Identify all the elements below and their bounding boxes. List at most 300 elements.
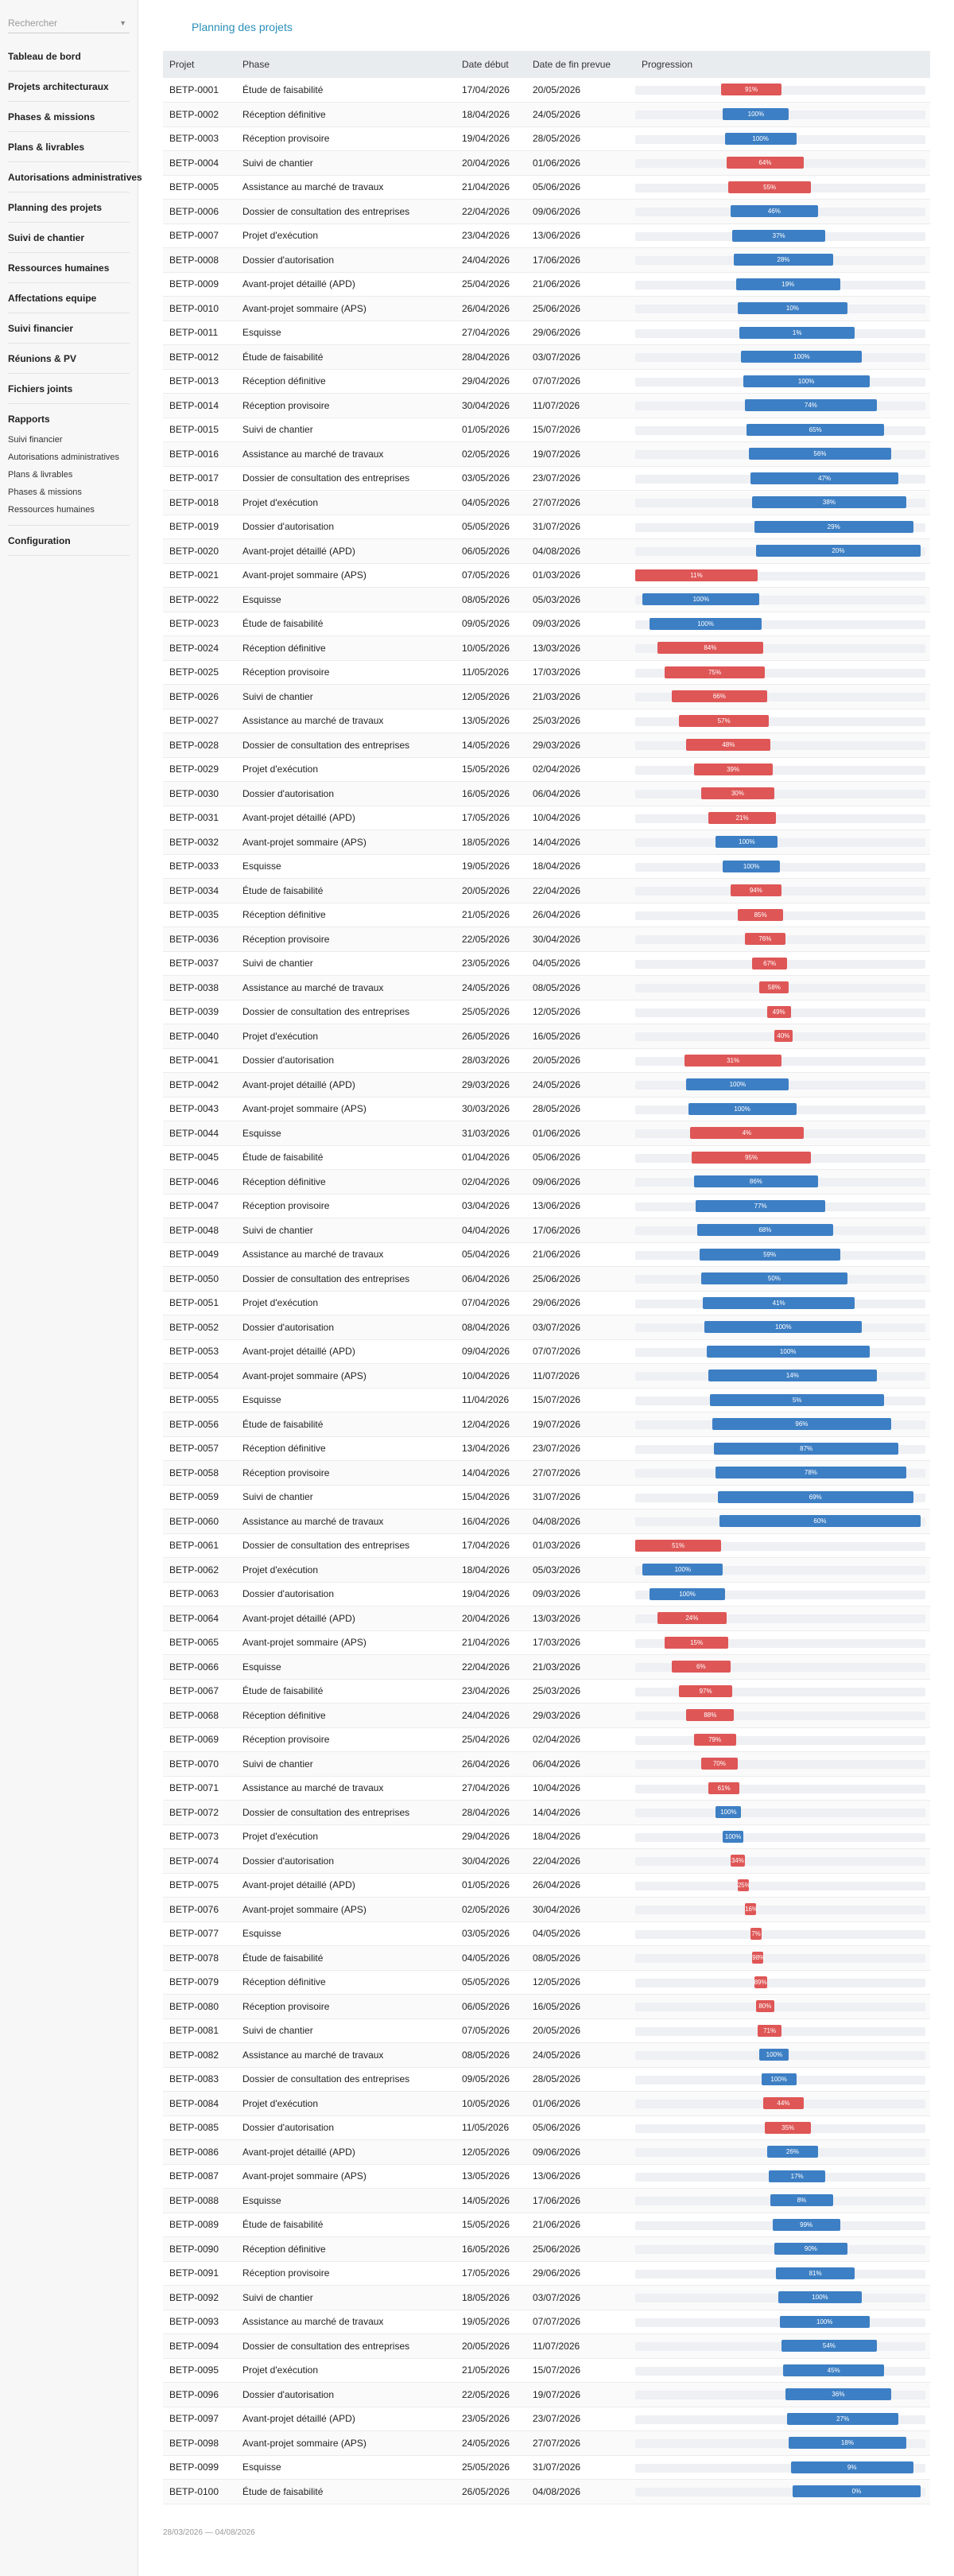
- table-row[interactable]: [163, 2261, 930, 2286]
- progress-bar[interactable]: 100%: [759, 2049, 789, 2061]
- table-row[interactable]: [163, 830, 930, 855]
- progress-bar[interactable]: 79%: [694, 1734, 736, 1746]
- table-row[interactable]: [163, 1970, 930, 1995]
- table-row[interactable]: [163, 2043, 930, 2068]
- progress-bar[interactable]: 20%: [756, 545, 921, 557]
- sidebar-item-fichiers-joints[interactable]: Fichiers joints: [8, 374, 130, 404]
- progress-bar[interactable]: 30%: [701, 787, 774, 799]
- table-row[interactable]: [163, 660, 930, 685]
- sidebar-item-planning-des-projets[interactable]: Planning des projets: [8, 192, 130, 223]
- search-select[interactable]: [8, 13, 130, 33]
- table-row[interactable]: [163, 2237, 930, 2262]
- table-row[interactable]: [163, 1436, 930, 1461]
- progress-bar[interactable]: 100%: [741, 351, 862, 363]
- table-row[interactable]: [163, 1145, 930, 1170]
- cell-date-fin: 03/07/2026: [526, 1315, 635, 1340]
- table-row[interactable]: [163, 394, 930, 418]
- table-row[interactable]: [163, 1679, 930, 1704]
- progress-bar[interactable]: 38%: [752, 496, 906, 508]
- cell-progression: [635, 2431, 930, 2456]
- table-row[interactable]: [163, 1267, 930, 1292]
- cell-progression: [635, 879, 930, 903]
- cell-progression: [635, 1073, 930, 1098]
- cell-project-id: BETP-0089: [163, 2213, 236, 2237]
- rapport-item-suivi-financier[interactable]: Suivi financier: [8, 435, 63, 445]
- progress-bar[interactable]: 27%: [787, 2413, 898, 2425]
- cell-project-id: BETP-0065: [163, 1630, 236, 1655]
- sidebar-item-plans-livrables[interactable]: Plans & livrables: [8, 132, 130, 162]
- progress-bar[interactable]: 71%: [758, 2025, 781, 2037]
- progress-bar[interactable]: 56%: [749, 448, 892, 460]
- progress-bar[interactable]: 67%: [752, 958, 787, 969]
- table-row[interactable]: [163, 466, 930, 491]
- cell-date-fin: 20/05/2026: [526, 1048, 635, 1073]
- progress-bar[interactable]: 21%: [708, 812, 776, 824]
- cell-progression: [635, 2140, 930, 2165]
- sidebar-item-phases-missions[interactable]: Phases & missions: [8, 102, 130, 132]
- table-row[interactable]: [163, 2286, 930, 2310]
- table-row[interactable]: [163, 248, 930, 273]
- progress-bar[interactable]: 60%: [719, 1515, 921, 1527]
- cell-date-debut: 30/04/2026: [456, 394, 526, 418]
- progress-bar[interactable]: 18%: [789, 2437, 906, 2449]
- cell-date-debut: 12/05/2026: [456, 2140, 526, 2165]
- cell-progression: [635, 1339, 930, 1364]
- progress-bar[interactable]: 29%: [754, 521, 913, 533]
- progress-bar[interactable]: 7%: [750, 1928, 762, 1940]
- progress-bar[interactable]: 86%: [694, 1175, 818, 1187]
- table-row[interactable]: [163, 175, 930, 200]
- table-row[interactable]: [163, 1533, 930, 1558]
- table-row[interactable]: [163, 1291, 930, 1315]
- table-row[interactable]: [163, 418, 930, 442]
- table-row[interactable]: [163, 2164, 930, 2189]
- cell-phase: Assistance au marché de travaux: [236, 1242, 456, 1267]
- table-row[interactable]: [163, 879, 930, 903]
- table-row[interactable]: [163, 806, 930, 830]
- cell-phase: Réception provisoire: [236, 126, 456, 151]
- cell-date-fin: 21/03/2026: [526, 1655, 635, 1680]
- table-row[interactable]: [163, 951, 930, 976]
- table-row[interactable]: [163, 1388, 930, 1412]
- cell-date-debut: 25/04/2026: [456, 272, 526, 297]
- progress-bar[interactable]: 28%: [734, 254, 832, 266]
- progress-bar[interactable]: 95%: [692, 1152, 811, 1164]
- sidebar-item-configuration[interactable]: Configuration: [8, 526, 130, 556]
- progress-bar[interactable]: 36%: [785, 2388, 891, 2400]
- progress-bar[interactable]: 88%: [686, 1709, 734, 1721]
- progress-bar[interactable]: 91%: [721, 84, 781, 95]
- progress-bar[interactable]: 64%: [727, 157, 804, 169]
- progress-bar[interactable]: 39%: [694, 763, 773, 775]
- progress-bar[interactable]: 37%: [732, 230, 825, 242]
- progress-bar[interactable]: 85%: [738, 909, 784, 921]
- table-row[interactable]: [163, 2116, 930, 2140]
- table-row[interactable]: [163, 272, 930, 297]
- progress-bar[interactable]: 51%: [635, 1540, 721, 1552]
- cell-phase: Suivi de chantier: [236, 1218, 456, 1243]
- cell-date-debut: 11/04/2026: [456, 1388, 526, 1412]
- cell-phase: Dossier d'autorisation: [236, 1582, 456, 1607]
- table-row[interactable]: [163, 1824, 930, 1849]
- table-row[interactable]: [163, 2455, 930, 2480]
- progress-bar[interactable]: 44%: [763, 2097, 804, 2109]
- progress-bar[interactable]: 55%: [728, 181, 811, 193]
- timeline-track: [635, 1857, 925, 1866]
- progress-bar[interactable]: 24%: [657, 1612, 727, 1624]
- cell-project-id: BETP-0040: [163, 1024, 236, 1049]
- table-row[interactable]: [163, 1630, 930, 1655]
- cell-date-fin: 29/03/2026: [526, 733, 635, 758]
- timeline-track: [635, 1979, 925, 1987]
- progress-bar[interactable]: 94%: [731, 884, 781, 896]
- progress-bar[interactable]: 75%: [665, 666, 766, 678]
- progress-bar[interactable]: 81%: [776, 2267, 855, 2279]
- progress-bar[interactable]: 68%: [697, 1224, 832, 1236]
- progress-bar[interactable]: 26%: [767, 2146, 818, 2158]
- table-row[interactable]: [163, 78, 930, 103]
- progress-bar[interactable]: 10%: [738, 302, 847, 314]
- cell-date-fin: 30/04/2026: [526, 1898, 635, 1922]
- table-row[interactable]: [163, 2334, 930, 2359]
- progress-bar[interactable]: 100%: [686, 1078, 789, 1090]
- progress-bar[interactable]: 87%: [714, 1443, 898, 1455]
- table-row[interactable]: [163, 297, 930, 321]
- table-row[interactable]: [163, 709, 930, 733]
- progress-bar[interactable]: 80%: [756, 2000, 774, 2012]
- table-row[interactable]: [163, 612, 930, 636]
- table-row[interactable]: [163, 2092, 930, 2116]
- table-row[interactable]: [163, 1509, 930, 1534]
- cell-progression: [635, 1218, 930, 1243]
- table-row[interactable]: [163, 2213, 930, 2237]
- cell-date-debut: 03/05/2026: [456, 1921, 526, 1946]
- cell-project-id: BETP-0032: [163, 830, 236, 855]
- table-row[interactable]: [163, 563, 930, 588]
- cell-progression: [635, 1436, 930, 1461]
- rapport-item-plans-livrables[interactable]: Plans & livrables: [8, 470, 73, 480]
- table-row[interactable]: [163, 1485, 930, 1509]
- progress-bar[interactable]: 84%: [657, 642, 763, 654]
- progress-bar[interactable]: 100%: [762, 2073, 797, 2085]
- table-row[interactable]: [163, 1873, 930, 1898]
- progress-bar[interactable]: 100%: [650, 1588, 724, 1600]
- progress-bar[interactable]: 1%: [739, 327, 855, 339]
- sidebar-item-tableau-de-bord[interactable]: Tableau de bord: [8, 41, 130, 72]
- progress-bar[interactable]: 77%: [696, 1200, 825, 1212]
- cell-date-debut: 22/04/2026: [456, 200, 526, 224]
- table-row[interactable]: [163, 2310, 930, 2334]
- table-row[interactable]: [163, 1412, 930, 1437]
- cell-project-id: BETP-0019: [163, 515, 236, 539]
- table-row[interactable]: [163, 345, 930, 370]
- sidebar-item-projets-architecturaux[interactable]: Projets architecturaux: [8, 72, 130, 102]
- cell-date-debut: 01/05/2026: [456, 1873, 526, 1898]
- cell-date-fin: 09/03/2026: [526, 1582, 635, 1607]
- progress-bar[interactable]: 34%: [731, 1855, 745, 1867]
- table-row[interactable]: [163, 1194, 930, 1218]
- cell-date-debut: 05/04/2026: [456, 1242, 526, 1267]
- progress-bar[interactable]: 100%: [688, 1103, 797, 1115]
- cell-date-fin: 24/05/2026: [526, 103, 635, 127]
- cell-date-fin: 04/08/2026: [526, 539, 635, 564]
- cell-phase: Dossier d'autorisation: [236, 2116, 456, 2140]
- cell-progression: [635, 2213, 930, 2237]
- progress-bar[interactable]: 11%: [635, 569, 758, 581]
- progress-bar[interactable]: 65%: [747, 424, 884, 436]
- table-row[interactable]: [163, 1048, 930, 1073]
- table-row[interactable]: [163, 2067, 930, 2092]
- table-row[interactable]: [163, 2383, 930, 2407]
- cell-progression: [635, 394, 930, 418]
- progress-bar[interactable]: 100%: [716, 1806, 741, 1818]
- table-row[interactable]: [163, 2480, 930, 2504]
- progress-bar[interactable]: 58%: [759, 981, 789, 993]
- cell-date-fin: 29/06/2026: [526, 2261, 635, 2286]
- table-row[interactable]: [163, 321, 930, 345]
- progress-bar[interactable]: 31%: [684, 1055, 781, 1067]
- progress-bar[interactable]: 57%: [679, 715, 769, 727]
- cell-phase: Réception provisoire: [236, 1727, 456, 1752]
- table-row[interactable]: [163, 1024, 930, 1049]
- table-row[interactable]: [163, 1849, 930, 1874]
- cell-phase: Étude de faisabilité: [236, 879, 456, 903]
- progress-bar[interactable]: 90%: [774, 2243, 847, 2255]
- col-header-progression[interactable]: Progression: [635, 51, 930, 78]
- progress-bar[interactable]: 100%: [642, 593, 759, 605]
- cell-date-fin: 15/07/2026: [526, 418, 635, 442]
- cell-phase: Avant-projet sommaire (APS): [236, 2164, 456, 2189]
- progress-bar[interactable]: 25%: [738, 1879, 749, 1891]
- cell-project-id: BETP-0095: [163, 2358, 236, 2383]
- progress-bar[interactable]: 19%: [736, 278, 840, 290]
- cell-date-debut: 24/04/2026: [456, 248, 526, 273]
- table-row[interactable]: [163, 126, 930, 151]
- col-header-projet[interactable]: Projet: [163, 51, 236, 78]
- progress-bar[interactable]: 96%: [712, 1418, 892, 1430]
- table-row[interactable]: [163, 1898, 930, 1922]
- table-row[interactable]: [163, 539, 930, 564]
- cell-date-debut: 28/04/2026: [456, 1801, 526, 1825]
- rapports-group: [8, 407, 130, 526]
- table-row[interactable]: [163, 733, 930, 758]
- table-row[interactable]: [163, 103, 930, 127]
- progress-bar[interactable]: 76%: [745, 933, 785, 945]
- progress-bar[interactable]: 89%: [754, 1976, 767, 1988]
- cell-project-id: BETP-0010: [163, 297, 236, 321]
- cell-project-id: BETP-0071: [163, 1776, 236, 1801]
- cell-date-fin: 15/07/2026: [526, 1388, 635, 1412]
- sidebar-item-affectations-equipe[interactable]: Affectations equipe: [8, 283, 130, 313]
- table-row[interactable]: [163, 2431, 930, 2456]
- sidebar-item-r-unions-pv[interactable]: Réunions & PV: [8, 344, 130, 374]
- cell-project-id: BETP-0024: [163, 636, 236, 661]
- timeline-track: [635, 1906, 925, 1914]
- table-row[interactable]: [163, 685, 930, 709]
- cell-date-debut: 04/04/2026: [456, 1218, 526, 1243]
- table-row[interactable]: [163, 1339, 930, 1364]
- progress-bar[interactable]: 40%: [774, 1030, 793, 1042]
- table-row[interactable]: [163, 1752, 930, 1777]
- main-content: [163, 0, 930, 2537]
- table-row[interactable]: [163, 757, 930, 782]
- cell-date-debut: 18/05/2026: [456, 2286, 526, 2310]
- table-row[interactable]: [163, 1946, 930, 1971]
- table-row[interactable]: [163, 1801, 930, 1825]
- table-row[interactable]: [163, 1921, 930, 1946]
- cell-phase: Projet d'exécution: [236, 1024, 456, 1049]
- progress-bar[interactable]: 6%: [672, 1661, 731, 1673]
- cell-project-id: BETP-0004: [163, 151, 236, 176]
- table-row[interactable]: [163, 1315, 930, 1340]
- table-row[interactable]: [163, 1218, 930, 1243]
- progress-bar[interactable]: 74%: [745, 399, 877, 411]
- table-row[interactable]: [163, 491, 930, 515]
- table-row[interactable]: [163, 1607, 930, 1631]
- table-row[interactable]: [163, 1461, 930, 1486]
- table-row[interactable]: [163, 636, 930, 661]
- table-row[interactable]: [163, 200, 930, 224]
- progress-bar[interactable]: 59%: [700, 1249, 840, 1261]
- progress-bar[interactable]: 70%: [701, 1758, 738, 1770]
- sidebar-item-suivi-financier[interactable]: Suivi financier: [8, 313, 130, 344]
- table-row[interactable]: [163, 515, 930, 539]
- progress-bar[interactable]: 15%: [665, 1637, 729, 1649]
- progress-bar[interactable]: 47%: [750, 472, 898, 484]
- progress-bar[interactable]: 69%: [718, 1491, 913, 1503]
- rapport-item-ressources-humaines[interactable]: Ressources humaines: [8, 505, 95, 515]
- table-row[interactable]: [163, 1170, 930, 1195]
- progress-bar[interactable]: 48%: [686, 739, 770, 751]
- cell-date-debut: 21/04/2026: [456, 1630, 526, 1655]
- table-row[interactable]: [163, 1582, 930, 1607]
- cell-date-fin: 29/06/2026: [526, 321, 635, 345]
- progress-bar[interactable]: 4%: [690, 1127, 804, 1139]
- progress-bar[interactable]: 41%: [703, 1297, 855, 1309]
- table-row[interactable]: [163, 1704, 930, 1728]
- table-row[interactable]: [163, 1121, 930, 1146]
- table-row[interactable]: [163, 927, 930, 952]
- sidebar-item-suivi-de-chantier[interactable]: Suivi de chantier: [8, 223, 130, 253]
- cell-phase: Suivi de chantier: [236, 1752, 456, 1777]
- table-row[interactable]: [163, 1000, 930, 1024]
- cell-phase: Dossier d'autorisation: [236, 782, 456, 806]
- table-row[interactable]: [163, 442, 930, 467]
- progress-bar[interactable]: 100%: [780, 2316, 870, 2328]
- progress-bar[interactable]: 14%: [708, 1370, 877, 1381]
- table-row[interactable]: [163, 1995, 930, 2019]
- cell-project-id: BETP-0073: [163, 1824, 236, 1849]
- table-row[interactable]: [163, 903, 930, 927]
- cell-phase: Dossier d'autorisation: [236, 2383, 456, 2407]
- progress-bar[interactable]: 97%: [679, 1685, 732, 1697]
- progress-bar[interactable]: 100%: [707, 1346, 870, 1358]
- sidebar-item-autorisations-administratives[interactable]: Autorisations administratives: [8, 162, 130, 192]
- progress-bar[interactable]: 100%: [642, 1564, 723, 1576]
- progress-bar[interactable]: 100%: [723, 1831, 743, 1843]
- table-row[interactable]: [163, 588, 930, 612]
- progress-bar[interactable]: 54%: [781, 2340, 877, 2352]
- table-row[interactable]: [163, 1655, 930, 1680]
- progress-bar[interactable]: 99%: [773, 2219, 840, 2231]
- table-row[interactable]: [163, 1073, 930, 1098]
- progress-bar[interactable]: 5%: [710, 1394, 884, 1406]
- cell-progression: [635, 2116, 930, 2140]
- table-row[interactable]: [163, 2358, 930, 2383]
- table-row[interactable]: [163, 1558, 930, 1583]
- sidebar-item-ressources-humaines[interactable]: Ressources humaines: [8, 253, 130, 283]
- progress-bar[interactable]: 78%: [716, 1467, 906, 1478]
- progress-bar[interactable]: 46%: [731, 205, 818, 217]
- col-header-phase[interactable]: Phase: [236, 51, 456, 78]
- progress-bar[interactable]: 0%: [793, 2485, 921, 2497]
- table-row[interactable]: [163, 1097, 930, 1121]
- progress-bar[interactable]: 66%: [672, 690, 767, 702]
- table-row[interactable]: [163, 976, 930, 1000]
- cell-project-id: BETP-0011: [163, 321, 236, 345]
- table-row[interactable]: [163, 2189, 930, 2213]
- table-row[interactable]: [163, 1727, 930, 1752]
- progress-bar[interactable]: 100%: [704, 1321, 862, 1333]
- rapport-item-autorisations-administratives[interactable]: Autorisations administratives: [8, 453, 120, 462]
- table-row[interactable]: [163, 223, 930, 248]
- table-row[interactable]: [163, 854, 930, 879]
- cell-project-id: BETP-0052: [163, 1315, 236, 1340]
- progress-bar[interactable]: 16%: [745, 1903, 756, 1915]
- cell-phase: Étude de faisabilité: [236, 2480, 456, 2504]
- table-row[interactable]: [163, 151, 930, 176]
- progress-bar[interactable]: 9%: [791, 2461, 913, 2473]
- cell-date-fin: 27/07/2026: [526, 491, 635, 515]
- col-header-date-debut[interactable]: Date début: [456, 51, 526, 78]
- cell-date-fin: 02/04/2026: [526, 1727, 635, 1752]
- progress-bar[interactable]: 100%: [743, 375, 870, 387]
- progress-bar[interactable]: 49%: [767, 1006, 791, 1018]
- progress-bar[interactable]: 8%: [770, 2194, 832, 2206]
- cell-progression: [635, 1630, 930, 1655]
- progress-bar[interactable]: 45%: [783, 2364, 884, 2376]
- table-row[interactable]: [163, 2018, 930, 2043]
- progress-bar[interactable]: 61%: [708, 1782, 739, 1794]
- table-row[interactable]: [163, 2140, 930, 2165]
- cell-progression: [635, 1097, 930, 1121]
- cell-progression: [635, 103, 930, 127]
- col-header-date-fin[interactable]: Date de fin prevue: [526, 51, 635, 78]
- table-row[interactable]: [163, 1242, 930, 1267]
- progress-bar[interactable]: 100%: [778, 2291, 863, 2303]
- cell-phase: Avant-projet sommaire (APS): [236, 563, 456, 588]
- rapport-item-phases-missions[interactable]: Phases & missions: [8, 488, 82, 497]
- table-row[interactable]: [163, 2407, 930, 2431]
- progress-bar[interactable]: 100%: [725, 133, 797, 145]
- table-row[interactable]: [163, 1364, 930, 1389]
- cell-project-id: BETP-0013: [163, 369, 236, 394]
- progress-bar[interactable]: 50%: [701, 1272, 847, 1284]
- progress-bar[interactable]: 100%: [650, 618, 761, 630]
- timeline-track: [635, 814, 925, 823]
- cell-progression: [635, 1291, 930, 1315]
- table-row[interactable]: [163, 782, 930, 806]
- table-row[interactable]: [163, 1776, 930, 1801]
- progress-bar[interactable]: 100%: [723, 108, 789, 120]
- page-title: Planning des projets: [192, 21, 293, 33]
- progress-bar[interactable]: 98%: [752, 1952, 763, 1964]
- progress-bar[interactable]: 100%: [716, 836, 778, 848]
- progress-bar[interactable]: 17%: [769, 2170, 825, 2182]
- progress-bar[interactable]: 100%: [723, 861, 779, 872]
- table-row[interactable]: [163, 369, 930, 394]
- progress-bar[interactable]: 35%: [765, 2122, 811, 2134]
